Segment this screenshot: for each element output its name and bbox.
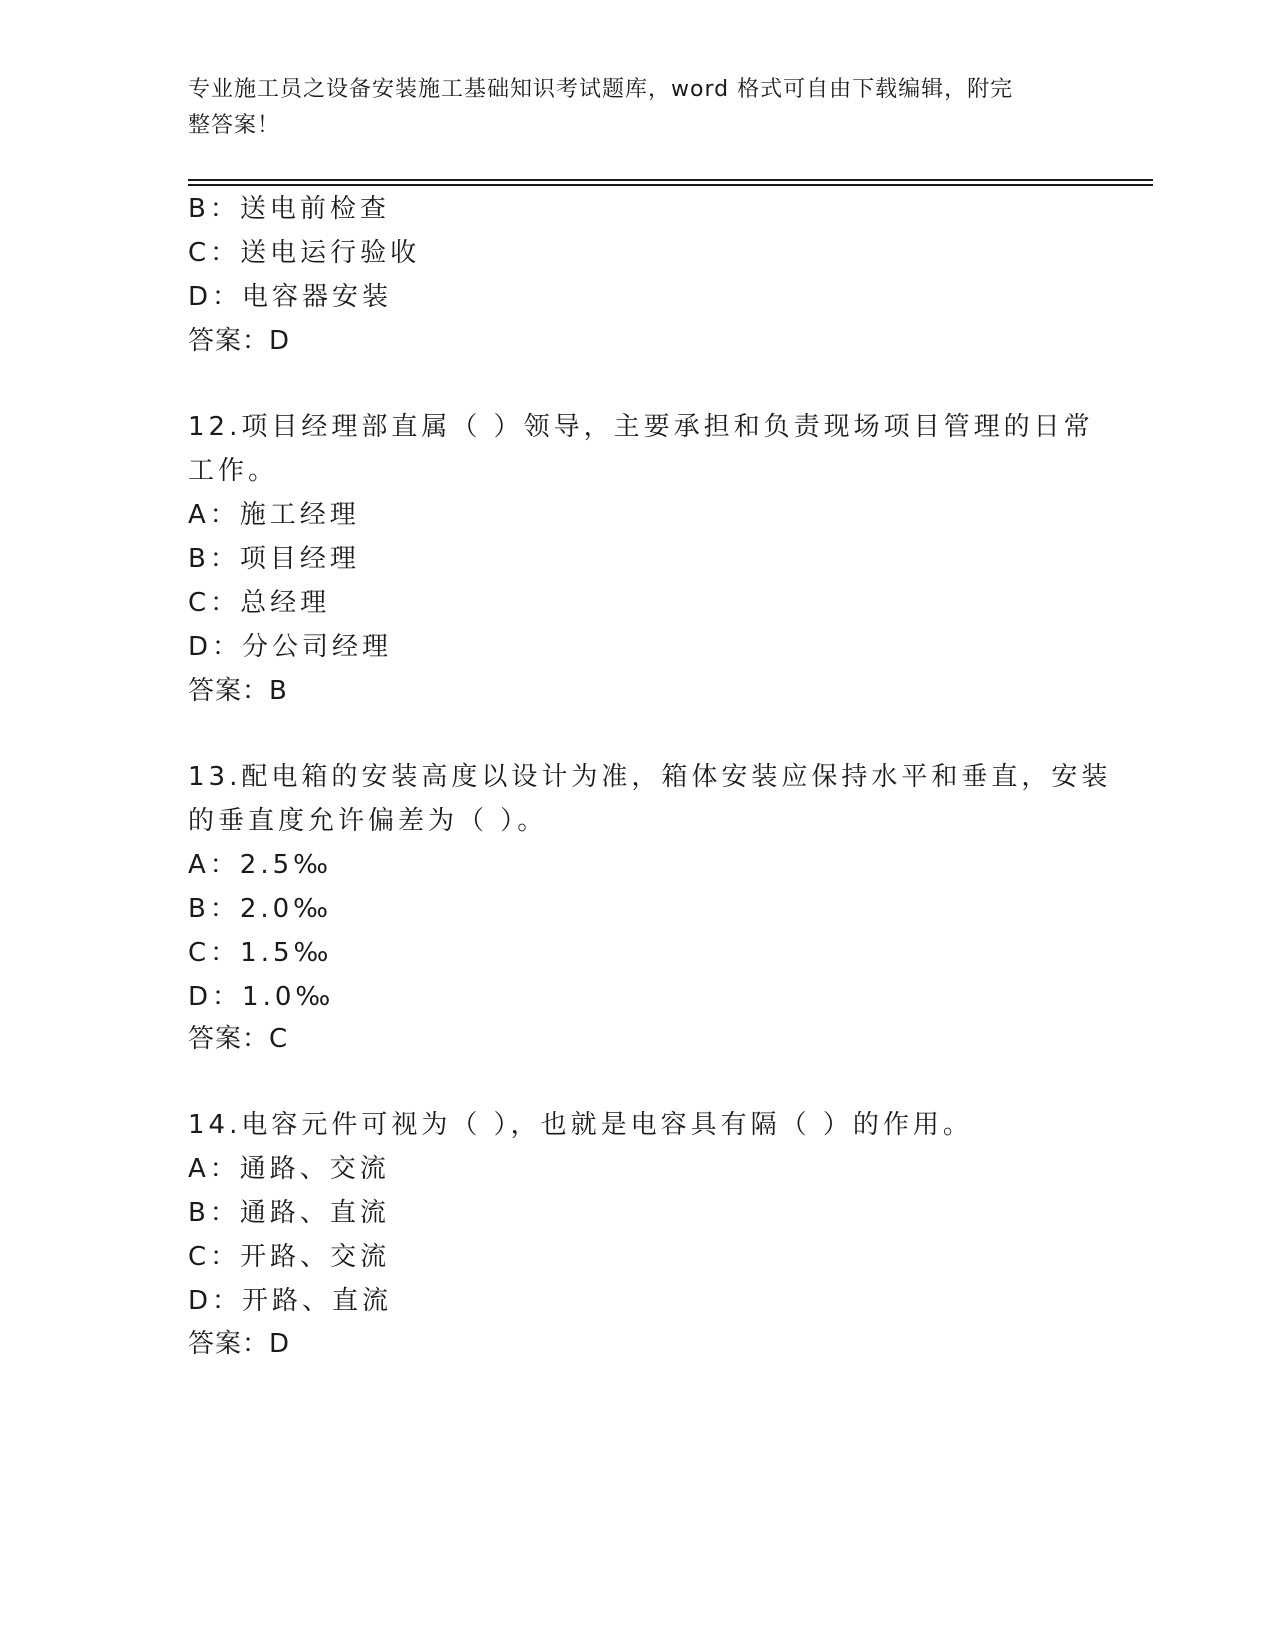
q13-option-d: D：1.0‰: [188, 982, 335, 1012]
q12-option-d: D：分公司经理: [188, 632, 393, 662]
q14-option-d: D：开路、直流: [188, 1286, 393, 1316]
q14-option-b: B：通路、直流: [188, 1198, 390, 1228]
intro-line-1: 专业施工员之设备安装施工基础知识考试题库，word 格式可自由下载编辑，附完: [188, 77, 1014, 102]
q12-option-c: C：总经理: [188, 588, 331, 618]
q12-stem-line-2: 工作。: [188, 456, 279, 486]
q13-stem-line-2: 的垂直度允许偏差为（ ）。: [188, 806, 548, 836]
q11-answer: 答案：D: [188, 326, 291, 356]
q12-option-a: A：施工经理: [188, 500, 360, 530]
q14-stem-line-1: 14.电容元件可视为（ ），也就是电容具有隔（ ）的作用。: [188, 1110, 973, 1140]
document-intro: [188, 72, 1088, 144]
q13-answer: 答案：C: [188, 1024, 289, 1054]
q14-option-c: C：开路、交流: [188, 1242, 391, 1272]
header-divider-bottom: [188, 184, 1153, 186]
q11-option-c: C：送电运行验收: [188, 238, 421, 268]
intro-line-2: 整答案！: [188, 113, 281, 138]
q12-option-b: B：项目经理: [188, 544, 360, 574]
q14-answer: 答案：D: [188, 1329, 291, 1359]
q13-option-b: B：2.0‰: [188, 894, 333, 924]
q12-stem-line-1: 12.项目经理部直属（ ）领导，主要承担和负责现场项目管理的日常: [188, 412, 1094, 442]
q14-option-a: A：通路、交流: [188, 1154, 390, 1184]
q13-option-c: C：1.5‰: [188, 938, 333, 968]
q13-stem-line-1: 13.配电箱的安装高度以设计为准，箱体安装应保持水平和垂直，安装: [188, 762, 1112, 792]
q13-option-a: A：2.5‰: [188, 850, 333, 880]
header-divider-top: [188, 179, 1153, 181]
q11-option-d: D：电容器安装: [188, 282, 393, 312]
q12-answer: 答案：B: [188, 676, 288, 706]
q11-option-b: B：送电前检查: [188, 194, 390, 224]
